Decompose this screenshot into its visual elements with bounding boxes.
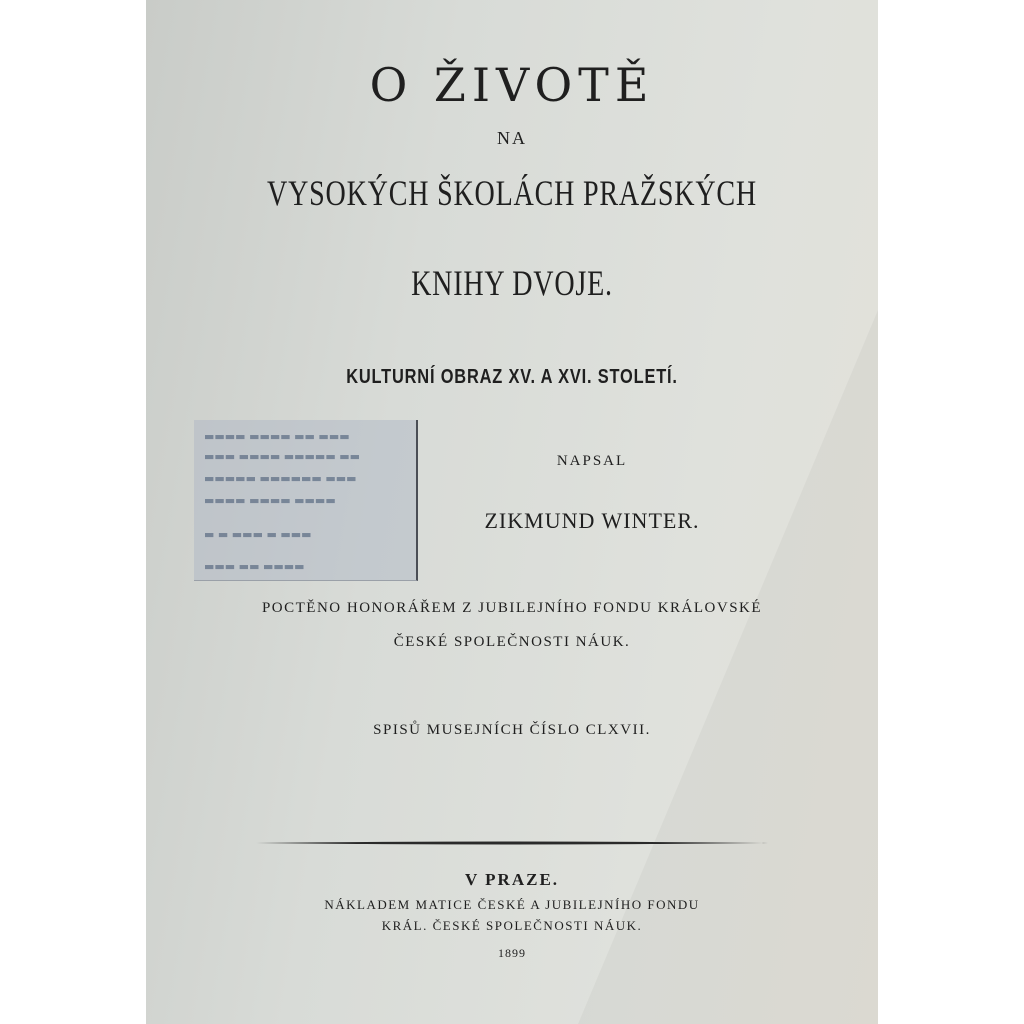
byline-label: NAPSAL xyxy=(556,453,628,469)
page-shadow xyxy=(578,310,878,1024)
title-line-4: KNIHY DVOJE. xyxy=(411,263,613,303)
publication-year: 1899 xyxy=(498,946,526,960)
series-number: SPISŮ MUSEJNÍCH ČÍSLO CLXVII. xyxy=(373,722,651,738)
honor-line-1: POCTĚNO HONORÁŘEM Z JUBILEJNÍHO FONDU KRÁLOVSKÉ xyxy=(261,600,763,616)
publisher-line-1: NÁKLADEM MATICE ČESKÉ A JUBILEJNÍHO FONDU xyxy=(324,897,700,912)
title-page xyxy=(146,0,878,1024)
title-line-3: VYSOKÝCH ŠKOLÁCH PRAŽSKÝCH xyxy=(267,173,757,213)
honor-line-2: ČESKÉ SPOLEČNOSTI NÁUK. xyxy=(393,634,631,650)
pasted-paper-slip: ▬▬▬▬ ▬▬▬▬ ▬▬ ▬▬▬ ▬▬▬ ▬▬▬▬ ▬▬▬▬▬ ▬▬ ▬▬▬▬▬ ▬▬▬▬▬▬ ▬▬▬ ▬▬▬▬ ▬▬▬▬ ▬▬▬▬ ▬ ▬ ▬▬▬ ▬ ▬▬▬ ▬▬▬ ▬▬ ▬▬▬▬ xyxy=(194,420,418,581)
author-name: ZIKMUND WINTER. xyxy=(484,508,700,533)
subtitle: KULTURNÍ OBRAZ XV. A XVI. STOLETÍ. xyxy=(346,366,678,388)
title-line-1: O ŽIVOTĚ xyxy=(369,58,655,112)
imprint-place: V PRAZE. xyxy=(464,870,560,889)
publisher-line-2: KRÁL. ČESKÉ SPOLEČNOSTI NÁUK. xyxy=(381,918,643,933)
title-line-2: NA xyxy=(497,128,527,148)
ornamental-rule xyxy=(256,840,768,846)
